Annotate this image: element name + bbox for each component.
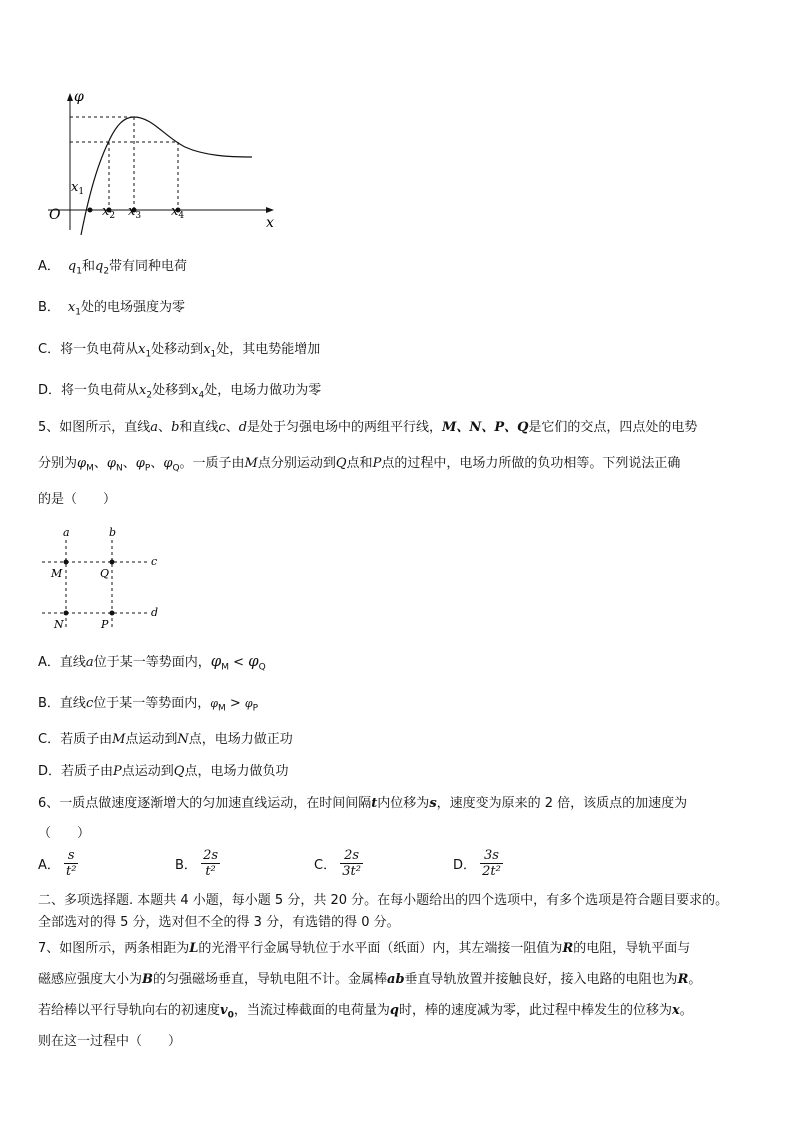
section2-header-line2: 全部选对的得 5 分，选对但不全的得 3 分，有选错的得 0 分。 [38,915,400,930]
q5-option-d: D．若质子由P点运动到Q点，电场力做负功 [38,764,289,779]
q7-stem-line1: 7、如图所示，两条相距为L的光滑平行金属导轨位于水平面（纸面）内，其左端接一阻值为R的电阻，导轨平面与 [38,941,691,956]
x4-label: $x_4$ [171,204,185,221]
label-n: N [54,618,64,631]
point-n [64,611,69,616]
x-axis-arrow [266,207,274,213]
x2-label: $x_2$ [102,204,116,221]
q5-option-a: A．直线a位于某一等势面内，$\varphi_M < \varphi_Q$ [38,652,266,673]
q7-stem-line4: 则在这一过程中（ ） [38,1034,182,1049]
potential-graph [40,85,290,235]
q6-option-d-fraction: $\frac{3s}{\text{2t²}}$ [482,848,501,879]
q6-option-a-fraction: $\frac{s}{\text{t²}}$ [66,848,77,879]
q6-option-a: A． $\frac{s}{\text{t²}}$ [38,848,77,879]
label-m: M [51,567,63,580]
section2-header-line1: 二、多项选择题. 本题共 4 小题，每小题 5 分，共 20 分。在每小题给出的四个选项中，有多个选项是符合题目要求的。 [38,893,729,908]
q5-stem-line3: 的是（ ） [38,492,117,507]
label-q: Q [100,567,110,580]
q6-option-c: C． $\frac{2s}{\text{3t²}}$ [314,848,361,879]
label-p: P [101,618,109,631]
q5-stem-line2: 分别为$\varphi_M$、$\varphi_N$、$\varphi_P$、$\varphi_Q$。一质子由M点分别运动到Q点和P点的过程中，电场力所做的负功相等。下列说法正确 [38,456,681,474]
x3-label: $x_3$ [128,204,142,221]
q7-stem-line2: 磁感应强度大小为B的匀强磁场垂直，导轨电阻不计。金属棒ab垂直导轨放置并接触良好，接入电路的电阻也为R。 [38,972,702,987]
point-x1 [88,208,93,213]
q6-stem-line2: （ ） [38,826,91,841]
label-b: b [109,526,117,539]
q6-option-b-fraction: $\frac{2s}{\text{t²}}$ [203,848,219,879]
q4-option-b: B． $x_1$处的电场强度为零 [38,300,186,318]
q4-option-a: A． $q_1$和$q_2$带有同种电荷 [38,259,188,277]
q7-stem-line3: 若给棒以平行导轨向右的初速度$v_0$，当流过棒截面的电荷量为q时，棒的速度减为零，此过程中棒发生的位移为x。 [38,1003,693,1021]
q4-option-d: D．将一负电荷从$x_2$处移到$x_4$处，电场力做功为零 [38,383,322,401]
x-axis-label: x [266,215,274,231]
q5-stem-line1: 5、如图所示，直线a、b和直线c、d是处于匀强电场中的两组平行线，M、N、P、Q是它们的交点，四点处的电势 [38,420,698,435]
q5-option-b: B．直线c位于某一等势面内，$\varphi_M > \varphi_P$ [38,696,259,714]
label-a: a [63,526,70,539]
q6-stem-line1: 6、一质点做速度逐渐增大的匀加速直线运动，在时间间隔t内位移为s，速度变为原来的 2 倍，该质点的加速度为 [38,796,688,811]
origin-label: O [49,207,61,223]
y-axis-arrow [67,93,73,101]
q6-option-c-fraction: $\frac{2s}{\text{3t²}}$ [342,848,361,879]
point-m [64,560,69,565]
parallel-lines-figure [38,525,173,635]
q6-option-b: B． $\frac{2s}{\text{t²}}$ [175,848,219,879]
q6-option-d: D． $\frac{3s}{\text{2t²}}$ [453,848,501,879]
q5-option-c: C．若质子由M点运动到N点，电场力做正功 [38,732,293,747]
label-d: d [151,606,159,619]
q4-option-c: C．将一负电荷从$x_1$处移动到$x_1$处，其电势能增加 [38,342,321,360]
point-p [110,611,115,616]
y-axis-label: φ [74,89,84,105]
point-q [110,560,115,565]
x1-label: $x_1$ [71,180,85,197]
label-c: c [151,555,158,568]
